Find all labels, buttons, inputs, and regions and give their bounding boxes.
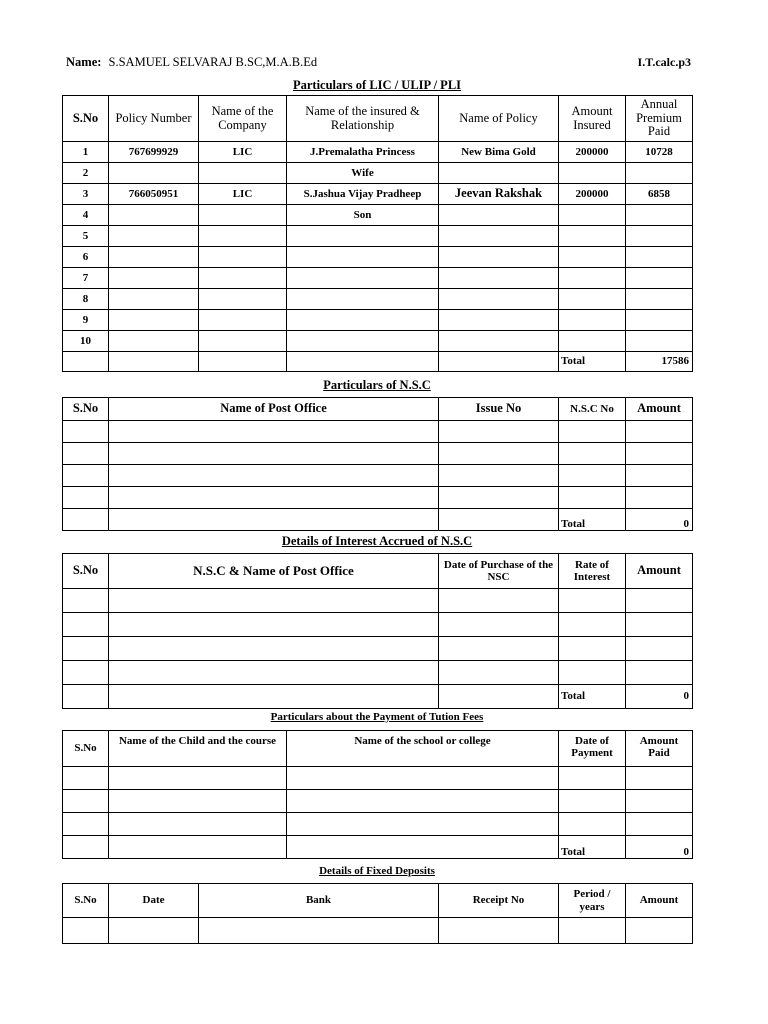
table-row	[63, 790, 693, 813]
lic-total-value: 17586	[626, 352, 693, 372]
interest-col-rate: Rate of Interest	[559, 554, 626, 589]
lic-cell-policy-name	[439, 331, 559, 352]
lic-cell-premium	[626, 331, 693, 352]
lic-cell-premium	[626, 310, 693, 331]
table-row	[63, 661, 693, 685]
nsc-table	[62, 397, 693, 531]
name-value: S.SAMUEL SELVARAJ B.SC,M.A.B.Ed	[108, 55, 318, 69]
table-row	[63, 918, 693, 944]
lic-col-premium: Annual Premium Paid	[626, 96, 693, 142]
nsc-col-sno: S.No	[63, 398, 109, 421]
table-row	[63, 813, 693, 836]
lic-header-row	[63, 96, 693, 142]
lic-cell-sno: 4	[63, 205, 109, 226]
lic-cell-sno: 7	[63, 268, 109, 289]
nsc-header-row	[63, 398, 693, 421]
table-row	[63, 767, 693, 790]
lic-cell-sno: 6	[63, 247, 109, 268]
interest-total-label: Total	[559, 685, 626, 709]
lic-cell-premium: 6858	[626, 184, 693, 205]
fd-col-receipt: Receipt No	[439, 884, 559, 918]
lic-cell-sno: 3	[63, 184, 109, 205]
lic-cell-sno: 8	[63, 289, 109, 310]
tuition-col-date: Date of Payment	[559, 731, 626, 767]
interest-total-row	[63, 685, 693, 709]
lic-cell-sno: 1	[63, 142, 109, 163]
lic-cell-policy-number	[109, 247, 199, 268]
lic-cell-insured: J.Premalatha Princess	[287, 142, 439, 163]
lic-cell-amount-insured	[559, 331, 626, 352]
lic-col-insured: Name of the insured & Relationship	[287, 96, 439, 142]
lic-cell-sno: 10	[63, 331, 109, 352]
name-label: Name:	[66, 55, 102, 69]
lic-cell-company	[199, 331, 287, 352]
lic-cell-premium	[626, 226, 693, 247]
lic-cell-policy-number: 766050951	[109, 184, 199, 205]
nsc-col-issue-no: Issue No	[439, 398, 559, 421]
fd-header-row	[63, 884, 693, 918]
lic-cell-insured: Wife	[287, 163, 439, 184]
lic-cell-company	[199, 289, 287, 310]
lic-table	[62, 95, 693, 372]
lic-cell-policy-number	[109, 310, 199, 331]
lic-cell-sno: 5	[63, 226, 109, 247]
lic-cell-insured	[287, 247, 439, 268]
nsc-col-amount: Amount	[626, 398, 693, 421]
fd-col-sno: S.No	[63, 884, 109, 918]
lic-cell-amount-insured	[559, 226, 626, 247]
table-row	[63, 421, 693, 443]
lic-cell-amount-insured	[559, 205, 626, 226]
lic-cell-premium	[626, 163, 693, 184]
lic-cell-insured: Son	[287, 205, 439, 226]
lic-total-label: Total	[559, 352, 626, 372]
lic-col-sno: S.No	[63, 96, 109, 142]
lic-title: Particulars of LIC / ULIP / PLI	[292, 78, 462, 92]
tuition-total-row	[63, 836, 693, 859]
lic-cell-policy-name	[439, 310, 559, 331]
lic-col-company: Name of the Company	[199, 96, 287, 142]
lic-cell-policy-name	[439, 247, 559, 268]
lic-cell-policy-number	[109, 268, 199, 289]
table-row	[63, 247, 693, 268]
lic-cell-company	[199, 310, 287, 331]
nsc-col-nsc-no: N.S.C No	[559, 398, 626, 421]
interest-col-amount: Amount	[626, 554, 693, 589]
lic-cell-amount-insured	[559, 289, 626, 310]
nsc-total-label: Total	[559, 509, 626, 531]
table-row	[63, 331, 693, 352]
lic-cell-amount-insured	[559, 310, 626, 331]
lic-cell-sno: 2	[63, 163, 109, 184]
fd-col-amount: Amount	[626, 884, 693, 918]
lic-cell-premium: 10728	[626, 142, 693, 163]
table-row	[63, 142, 693, 163]
fd-table	[62, 883, 693, 944]
lic-cell-insured	[287, 226, 439, 247]
tuition-col-sno: S.No	[63, 731, 109, 767]
lic-cell-company: LIC	[199, 184, 287, 205]
fd-col-date: Date	[109, 884, 199, 918]
fd-title: Details of Fixed Deposits	[319, 865, 435, 877]
interest-header-row	[63, 554, 693, 589]
tuition-table	[62, 730, 693, 859]
tuition-header-row	[63, 731, 693, 767]
lic-cell-insured	[287, 331, 439, 352]
lic-cell-sno: 9	[63, 310, 109, 331]
table-row	[63, 613, 693, 637]
interest-col-post-office: N.S.C & Name of Post Office	[109, 554, 439, 589]
lic-cell-policy-name: New Bima Gold	[439, 142, 559, 163]
lic-cell-company: LIC	[199, 142, 287, 163]
lic-cell-insured	[287, 310, 439, 331]
table-row	[63, 465, 693, 487]
lic-cell-insured	[287, 289, 439, 310]
lic-cell-policy-number	[109, 226, 199, 247]
lic-cell-policy-number	[109, 163, 199, 184]
interest-table	[62, 553, 693, 709]
lic-cell-premium	[626, 247, 693, 268]
table-row	[63, 487, 693, 509]
table-row	[63, 205, 693, 226]
lic-cell-policy-number	[109, 289, 199, 310]
tuition-total-value: 0	[626, 836, 693, 859]
lic-cell-amount-insured	[559, 163, 626, 184]
nsc-title: Particulars of N.S.C	[323, 378, 431, 392]
lic-cell-company	[199, 226, 287, 247]
table-row	[63, 289, 693, 310]
lic-cell-policy-name	[439, 163, 559, 184]
tuition-col-school: Name of the school or college	[287, 731, 559, 767]
lic-col-policy-number: Policy Number	[109, 96, 199, 142]
lic-cell-amount-insured: 200000	[559, 184, 626, 205]
lic-cell-policy-number	[109, 205, 199, 226]
interest-total-value: 0	[626, 685, 693, 709]
lic-cell-amount-insured	[559, 268, 626, 289]
lic-cell-premium	[626, 289, 693, 310]
table-row	[63, 637, 693, 661]
interest-col-sno: S.No	[63, 554, 109, 589]
tuition-col-child: Name of the Child and the course	[109, 731, 287, 767]
lic-cell-premium	[626, 268, 693, 289]
lic-cell-company	[199, 268, 287, 289]
nsc-total-value: 0	[626, 509, 693, 531]
applicant-name	[66, 55, 317, 70]
fd-col-period: Period / years	[559, 884, 626, 918]
interest-col-date: Date of Purchase of the NSC	[439, 554, 559, 589]
lic-col-policy-name: Name of Policy	[439, 96, 559, 142]
table-row	[63, 443, 693, 465]
lic-cell-policy-name	[439, 226, 559, 247]
table-row	[63, 226, 693, 247]
lic-cell-policy-name	[439, 205, 559, 226]
page-reference: I.T.calc.p3	[637, 55, 691, 69]
lic-cell-policy-number: 767699929	[109, 142, 199, 163]
table-row	[63, 184, 693, 205]
table-row	[63, 163, 693, 184]
lic-cell-amount-insured	[559, 247, 626, 268]
lic-cell-premium	[626, 205, 693, 226]
lic-cell-amount-insured: 200000	[559, 142, 626, 163]
lic-cell-company	[199, 205, 287, 226]
lic-cell-company	[199, 163, 287, 184]
interest-title: Details of Interest Accrued of N.S.C	[281, 534, 473, 548]
table-row	[63, 268, 693, 289]
lic-cell-company	[199, 247, 287, 268]
lic-total-row	[63, 352, 693, 372]
lic-cell-insured	[287, 268, 439, 289]
nsc-col-post-office: Name of Post Office	[109, 398, 439, 421]
lic-col-amount-insured: Amount Insured	[559, 96, 626, 142]
lic-cell-policy-number	[109, 331, 199, 352]
table-row	[63, 589, 693, 613]
tuition-total-label: Total	[559, 836, 626, 859]
lic-cell-policy-name: Jeevan Rakshak	[439, 184, 559, 205]
fd-col-bank: Bank	[199, 884, 439, 918]
lic-cell-policy-name	[439, 268, 559, 289]
lic-cell-insured: S.Jashua Vijay Pradheep	[287, 184, 439, 205]
lic-cell-policy-name	[439, 289, 559, 310]
table-row	[63, 310, 693, 331]
tuition-col-amount: Amount Paid	[626, 731, 693, 767]
nsc-total-row	[63, 509, 693, 531]
tuition-title: Particulars about the Payment of Tution Fees	[270, 711, 484, 723]
